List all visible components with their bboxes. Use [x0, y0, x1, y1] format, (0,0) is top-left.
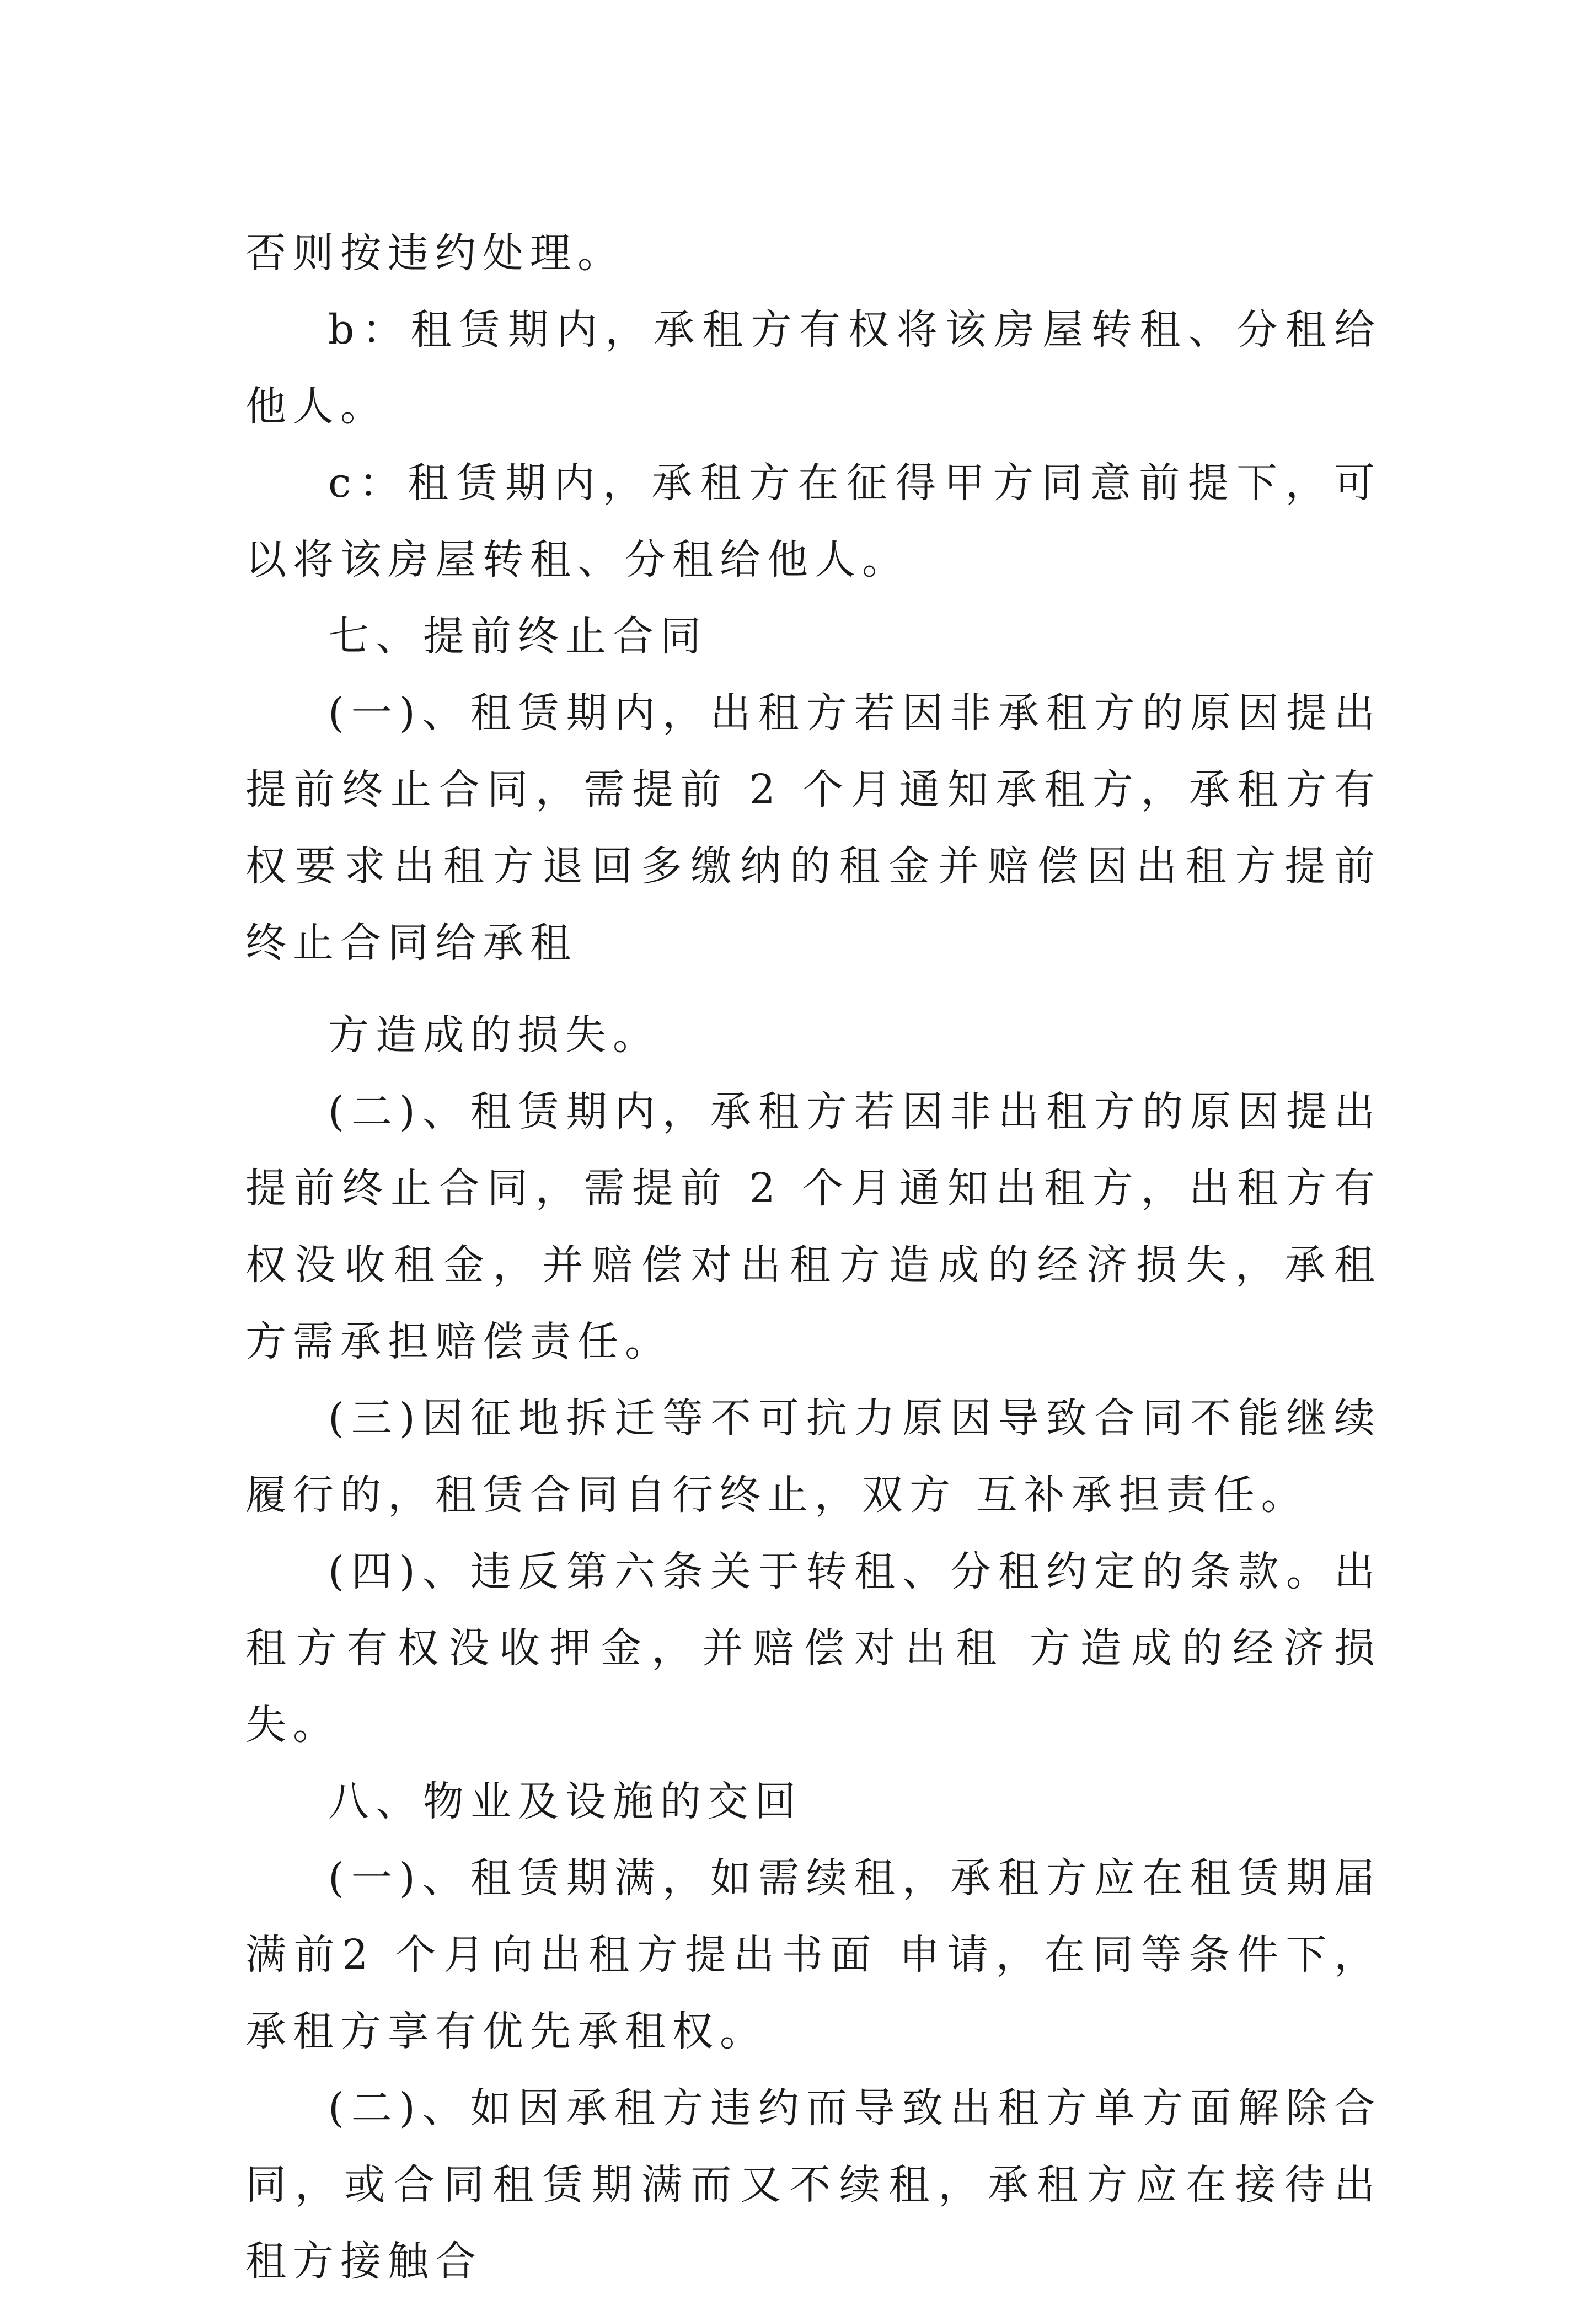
paragraph-7-2: (二)、租赁期内，承租方若因非出租方的原因提出提前终止合同，需提前 2 个月通知出租方，出租方有权没收租金，并赔偿对出租方造成的经济损失，承租方需承担赔偿责任。 — [245, 1088, 1381, 1365]
section-heading-8: 八、物业及设施的交回 — [328, 1778, 802, 1825]
document-body — [245, 215, 1381, 2300]
paragraph-continuation: 否则按违约处理。 — [245, 229, 625, 277]
paragraph-clause-c: c：租赁期内，承租方在征得甲方同意前提下，可以将该房屋转租、分租给他人。 — [245, 459, 1381, 583]
paragraph-8-2: (二)、如因承租方违约而导致出租方单方面解除合同，或合同租赁期满而又不续租，承租方应在接待出租方接触合 — [245, 2084, 1381, 2285]
paragraph-7-1: (一)、租赁期内，出租方若因非承租方的原因提出提前终止合同，需提前 2 个月通知承租方，承租方有权要求出租方退回多缴纳的租金并赔偿因出租方提前终止合同给承租 — [245, 689, 1381, 967]
paragraph-clause-b: b：租赁期内，承租方有权将该房屋转租、分租给他人。 — [245, 306, 1381, 430]
section-heading-7: 七、提前终止合同 — [328, 613, 708, 660]
paragraph-7-3: (三)因征地拆迁等不可抗力原因导致合同不能继续履行的，租赁合同自行终止，双方 互补承担责任。 — [245, 1395, 1381, 1519]
paragraph-8-1: (一)、租赁期满，如需续租，承租方应在租赁期届满前2 个月向出租方提出书面 申请，在同等条件下，承租方享有优先承租权。 — [245, 1854, 1381, 2055]
paragraph-7-1-continued: 方造成的损失。 — [328, 1011, 660, 1059]
paragraph-7-4: (四)、违反第六条关于转租、分租约定的条款。出租方有权没收押金，并赔偿对出租 方造成的经济损失。 — [245, 1548, 1381, 1749]
